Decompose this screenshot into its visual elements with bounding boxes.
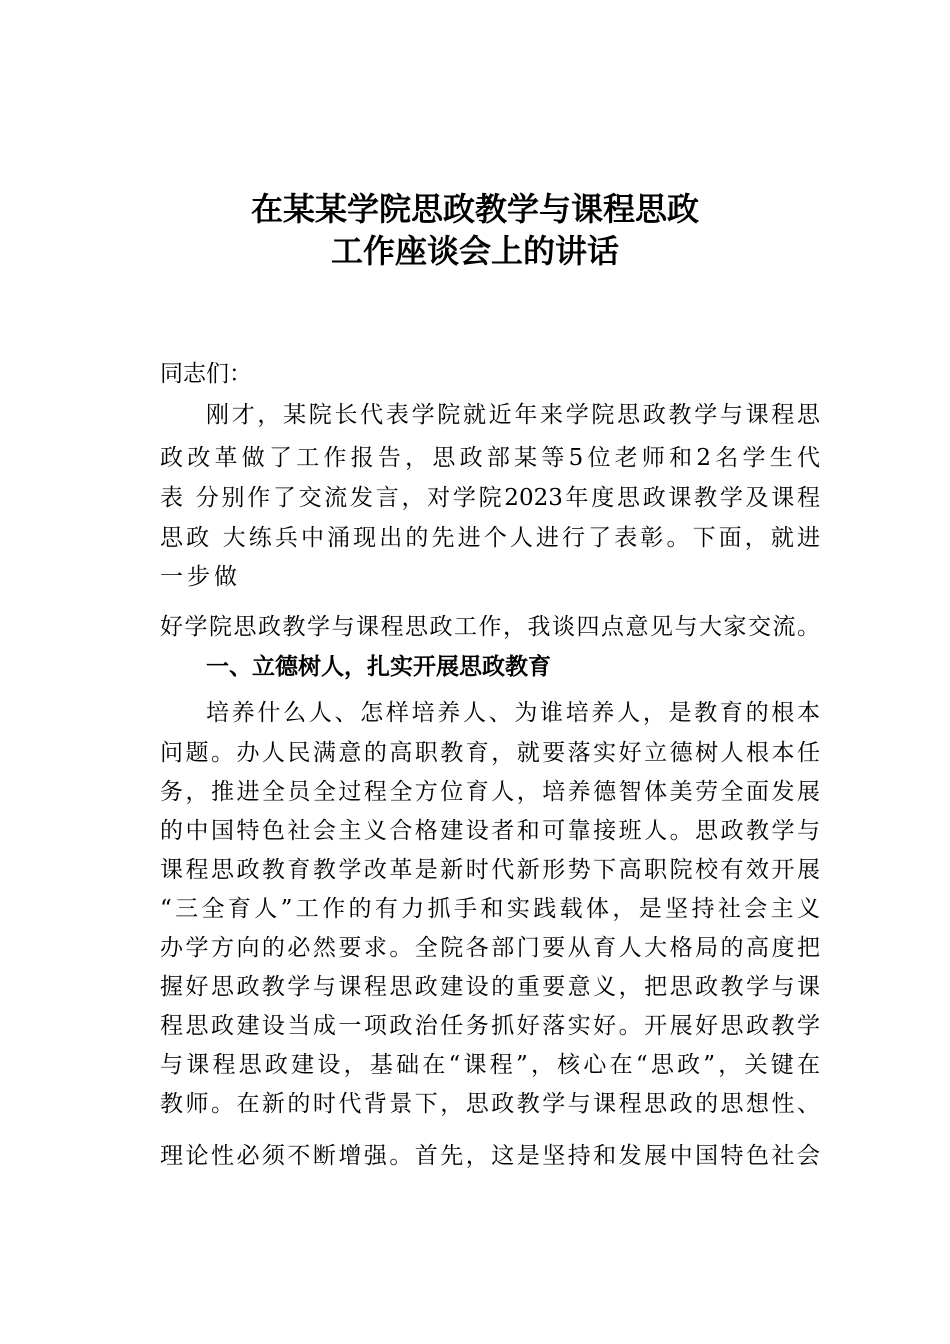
intro-line-5: 一步做 [160,564,241,590]
intro-line-4: 思政 大练兵中涌现出的先进个人进行了表彰。下面，就进 [160,525,820,551]
section-1-line-9: 程思政建设当成一项政治任务抓好落实好。开展好思政教学 [160,1013,820,1039]
document-title-line-1: 在某某学院思政教学与课程思政 [250,190,699,228]
section-1-line-6: “三全育人”工作的有力抓手和实践载体，是坚持社会主义 [160,896,820,922]
section-1-line-5: 课程思政教育教学改革是新时代新形势下高职院校有效开展 [160,857,820,883]
intro-line-2: 政改革做了工作报告，思政部某等5位老师和2名学生代 [160,445,820,471]
intro-line-6: 好学院思政教学与课程思政工作，我谈四点意见与大家交流。 [160,614,820,640]
section-1-line-8: 握好思政教学与课程思政建设的重要意义，把思政教学与课 [160,974,820,1000]
section-1-line-11: 教师。在新的时代背景下，思政教学与课程思政的思想性、 [160,1091,820,1117]
section-1-line-12: 理论性必须不断增强。首先，这是坚持和发展中国特色社会 [160,1143,820,1169]
section-1-line-4: 的中国特色社会主义合格建设者和可靠接班人。思政教学与 [160,818,820,844]
document-title-line-2: 工作座谈会上的讲话 [330,232,619,270]
section-1-line-2: 问题。办人民满意的高职教育，就要落实好立德树人根本任 [160,740,820,766]
section-1-line-7: 办学方向的必然要求。全院各部门要从育人大格局的高度把 [160,935,820,961]
salutation: 同志们： [160,361,252,387]
section-1-line-10: 与课程思政建设，基础在“课程”，核心在“思政”，关键在 [160,1052,820,1078]
section-1-line-3: 务，推进全员全过程全方位育人，培养德智体美劳全面发展 [160,779,820,805]
intro-line-1: 刚才，某院长代表学院就近年来学院思政教学与课程思 [206,402,820,428]
section-1-line-1: 培养什么人、怎样培养人、为谁培养人，是教育的根本 [206,700,820,726]
intro-line-3: 表 分别作了交流发言，对学院2023年度思政课教学及课程 [160,485,820,511]
section-1-heading: 一、立德树人，扎实开展思政教育 [206,654,551,680]
